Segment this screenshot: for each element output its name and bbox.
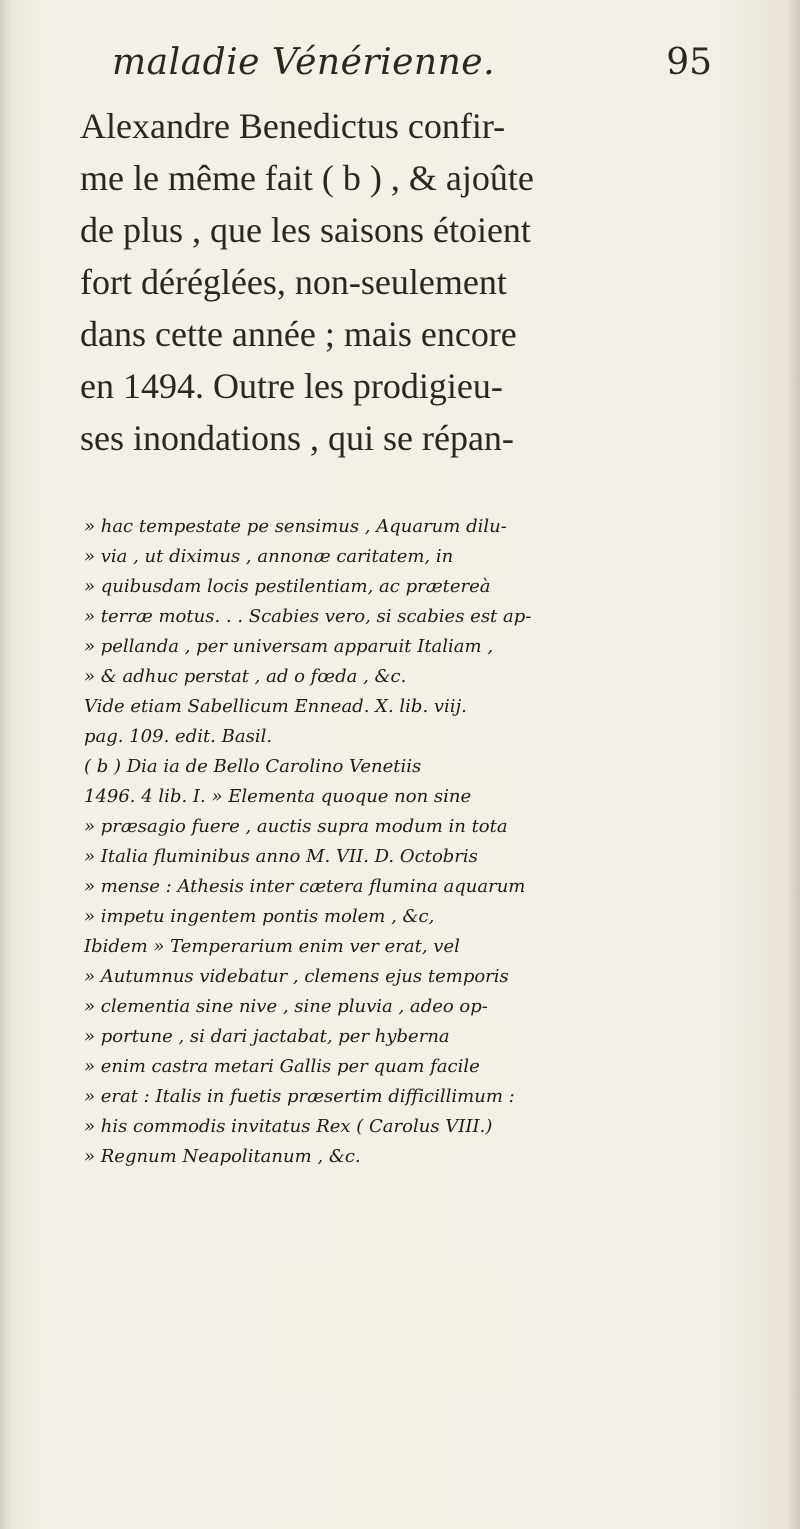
main-text (80, 100, 720, 464)
text-line: de plus , que les saisons étoient (80, 210, 531, 250)
note-line: Vide etiam Sabellicum Ennead. X. lib. viij. (84, 696, 467, 717)
note-line: » enim castra metari Gallis per quam facile (84, 1056, 480, 1077)
text-line: fort déréglées, non-seulement (80, 262, 507, 302)
text-line: me le même fait ( b ) , & ajoûte (80, 158, 534, 198)
text-line: en 1494. Outre les prodigieu- (80, 366, 503, 406)
note-line: » his commodis invitatus Rex ( Carolus VIII.) (84, 1116, 493, 1137)
note-line: » Italia fluminibus anno M. VII. D. Octobris (84, 846, 478, 867)
page-header (112, 42, 712, 98)
note-line: » impetu ingentem pontis molem , &c, (84, 906, 435, 927)
note-line: 1496. 4 lib. I. » Elementa quoque non sine (84, 786, 472, 807)
note-line: » hac tempestate pe sensimus , Aquarum dilu- (84, 516, 507, 537)
note-line: » pellanda , per universam apparuit Italiam , (84, 636, 494, 657)
note-line: ( b ) Dia ia de Bello Carolino Venetiis (84, 756, 422, 777)
note-line: » Regnum Neapolitanum , &c. (84, 1146, 361, 1167)
note-line: » clementia sine nive , sine pluvia , adeo op- (84, 996, 488, 1017)
note-line: » quibusdam locis pestilentiam, ac prætereà (84, 576, 491, 597)
note-line: » via , ut diximus , annonæ caritatem, in (84, 546, 454, 567)
text-line: Alexandre Benedictus confir- (80, 106, 506, 146)
page-edge-shadow (786, 0, 800, 1529)
note-line: » terræ motus. . . Scabies vero, si scabies est ap- (84, 606, 532, 627)
note-line: » præsagio fuere , auctis supra modum in tota (84, 816, 508, 837)
page-number: 95 (666, 42, 712, 83)
text-line: dans cette année ; mais encore (80, 314, 517, 354)
note-line: » erat : Italis in fuetis præsertim difficillimum : (84, 1086, 515, 1107)
note-line: Ibidem » Temperarium enim ver erat, vel (84, 936, 460, 957)
running-title: maladie Vénérienne. (112, 42, 496, 83)
note-line: » & adhuc perstat , ad o fœda , &c. (84, 666, 407, 687)
footnotes (84, 512, 744, 1172)
note-line: pag. 109. edit. Basil. (84, 726, 273, 747)
note-line: » Autumnus videbatur , clemens ejus temporis (84, 966, 509, 987)
page-left-shadow (0, 0, 12, 1529)
note-line: » portune , si dari jactabat, per hyberna (84, 1026, 450, 1047)
text-line: ses inondations , qui se répan- (80, 418, 514, 458)
note-line: » mense : Athesis inter cætera flumina aquarum (84, 876, 526, 897)
